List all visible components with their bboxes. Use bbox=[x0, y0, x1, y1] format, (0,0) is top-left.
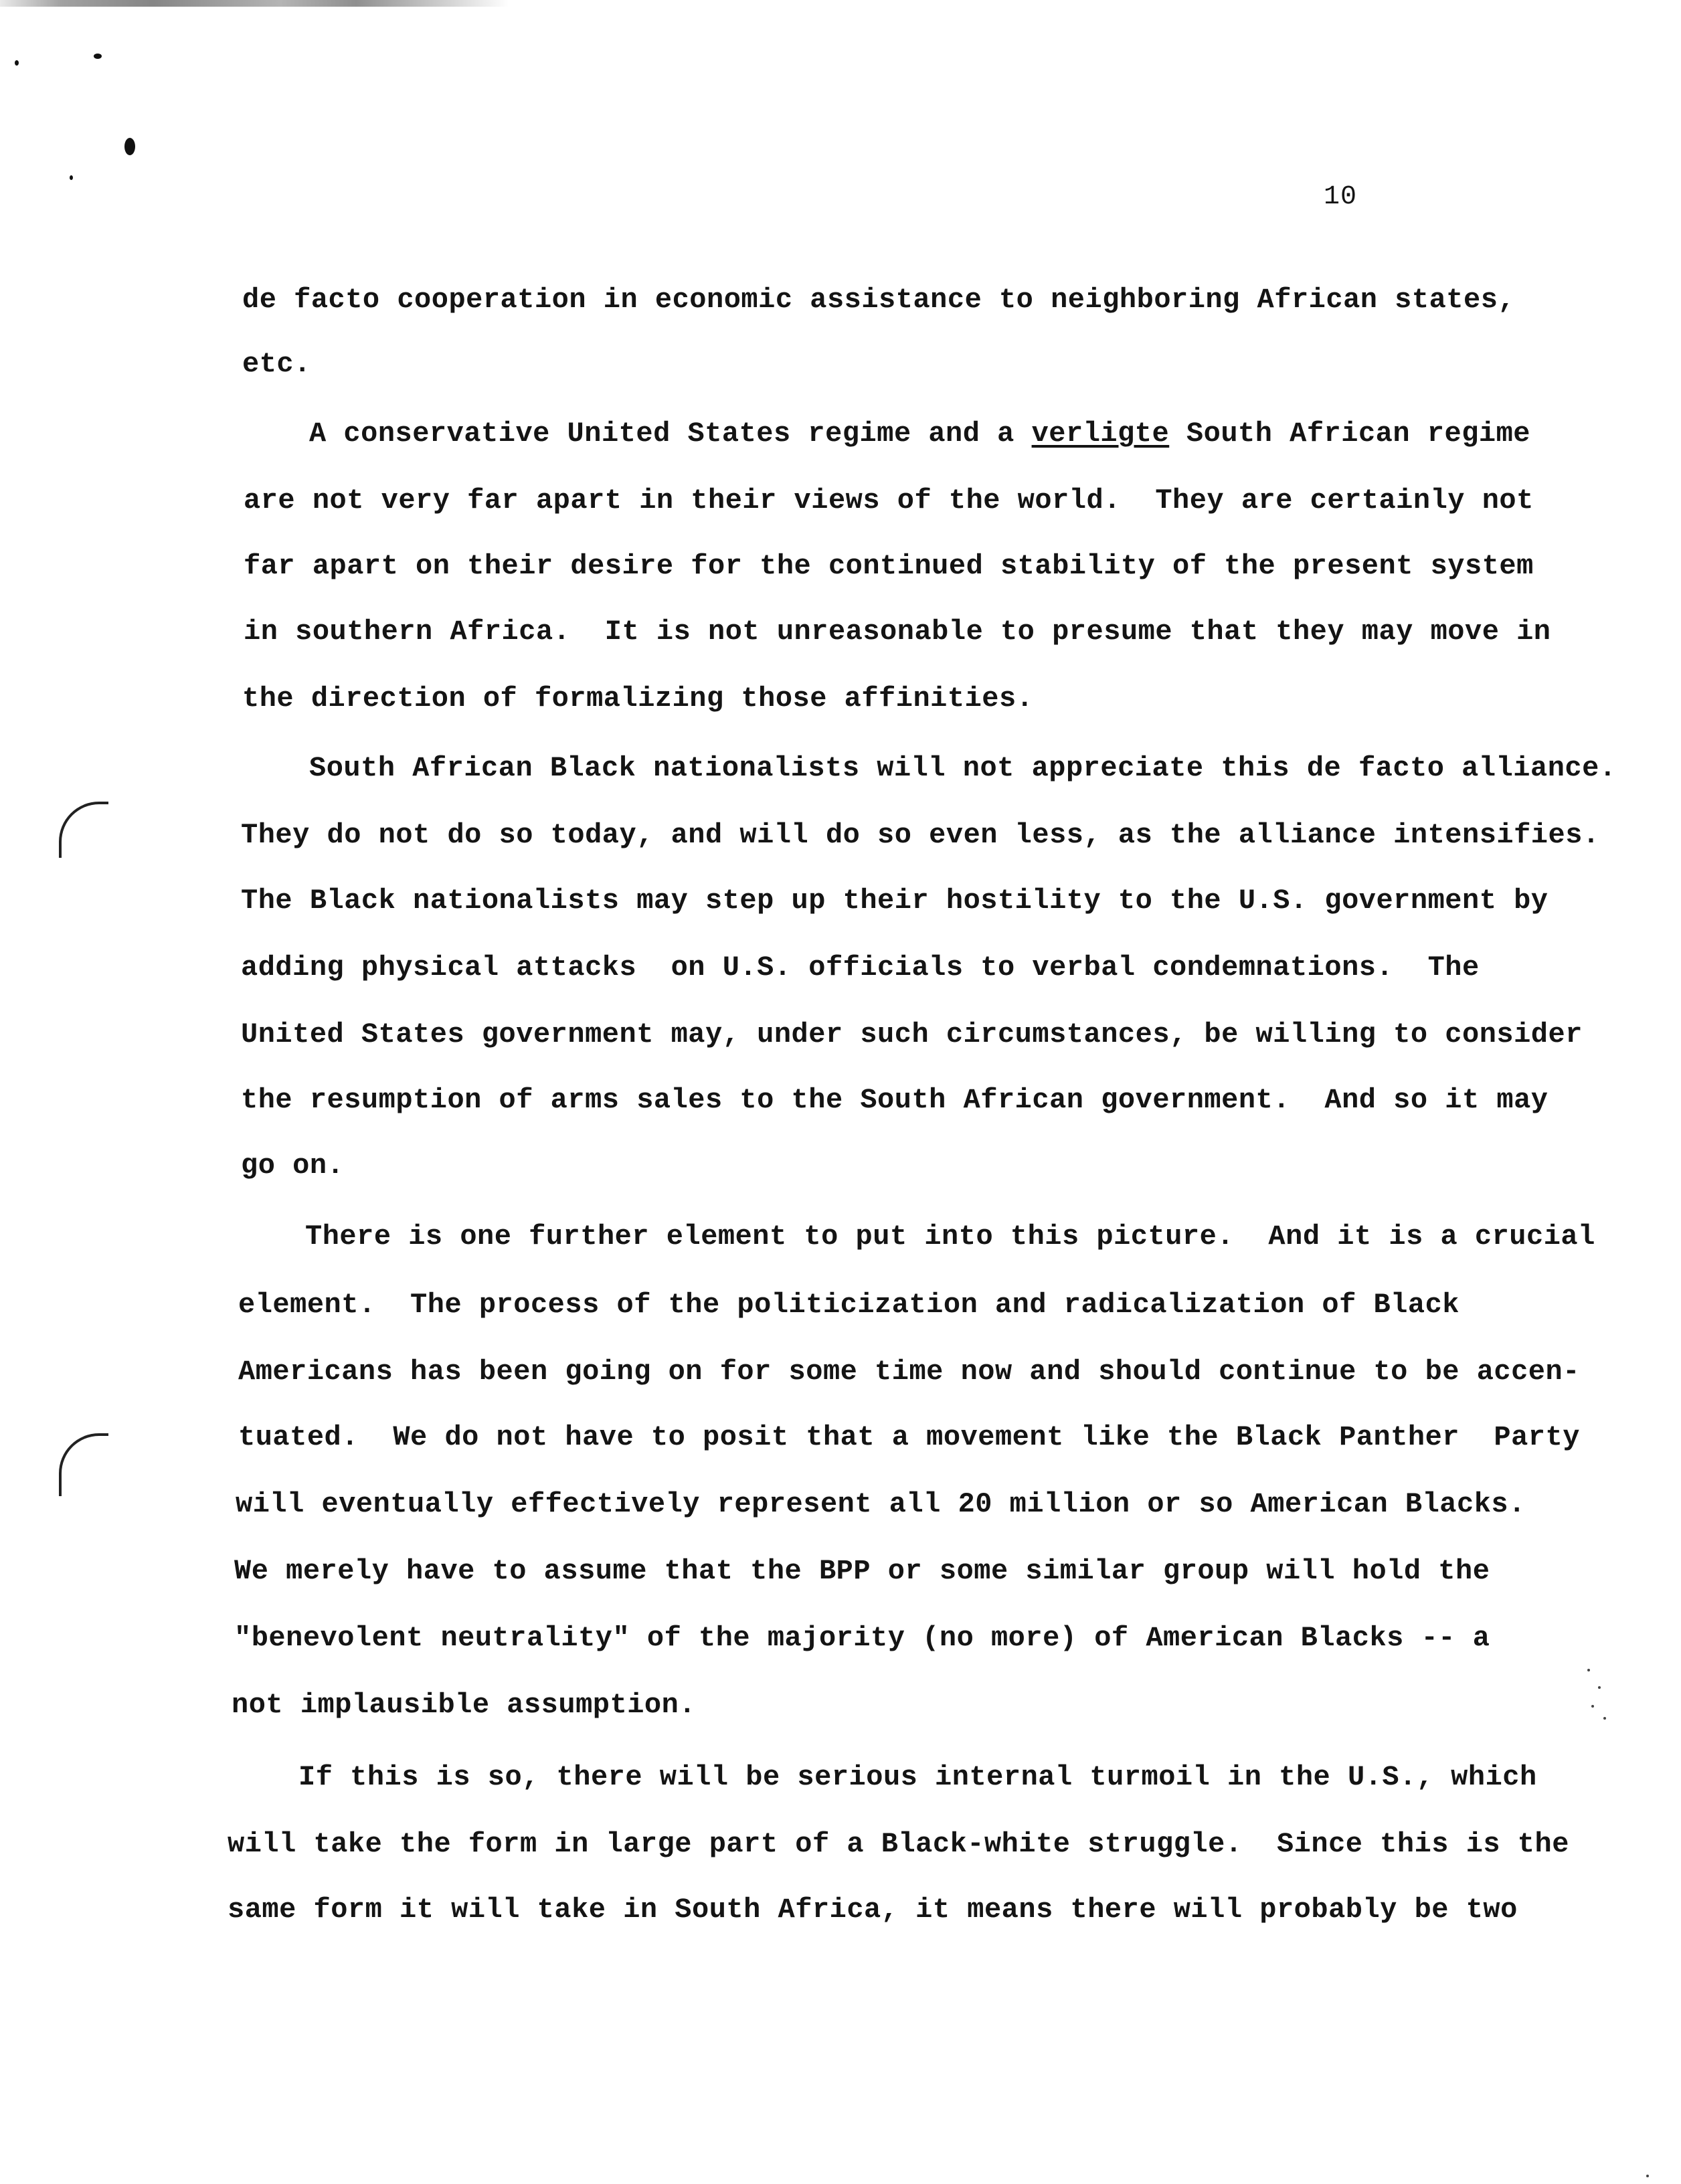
text-line: in southern Africa. It is not unreasonable to presume that they may move in bbox=[244, 616, 1551, 648]
text-line: They do not do so today, and will do so even less, as the alliance intensifies. bbox=[241, 819, 1600, 851]
text-line: tuated. We do not have to posit that a movement like the Black Panther Party bbox=[238, 1421, 1580, 1453]
scan-blot bbox=[70, 175, 73, 180]
text-line: If this is so, there will be serious internal turmoil in the U.S., which bbox=[298, 1761, 1537, 1793]
scan-speckle bbox=[1603, 1717, 1606, 1720]
line-end: South African regime bbox=[1169, 418, 1531, 450]
text-line: de facto cooperation in economic assistance to neighboring African states, bbox=[242, 284, 1516, 316]
text-line bbox=[309, 414, 1530, 454]
text-line: not implausible assumption. bbox=[232, 1689, 697, 1721]
text-line: etc. bbox=[242, 348, 311, 380]
scan-speckle bbox=[1646, 2175, 1649, 2177]
scan-punch-hole-arc bbox=[59, 1433, 108, 1496]
page-number: 10 bbox=[1324, 182, 1358, 212]
text-line: "benevolent neutrality" of the majority (no more) of American Blacks -- a bbox=[234, 1622, 1490, 1654]
scan-speckle bbox=[1587, 1669, 1590, 1671]
scan-edge-shadow bbox=[0, 0, 509, 7]
text-line: will take the form in large part of a Black-white struggle. Since this is the bbox=[228, 1828, 1569, 1860]
text-line: South African Black nationalists will not appreciate this de facto alliance. bbox=[309, 752, 1617, 784]
text-line: go on. bbox=[241, 1150, 345, 1182]
scan-blot bbox=[124, 138, 135, 155]
scan-blot bbox=[94, 54, 102, 59]
text-line: United States government may, under such circumstances, be willing to consider bbox=[241, 1018, 1583, 1051]
text-line: the direction of formalizing those affinities. bbox=[242, 682, 1034, 715]
text-line: There is one further element to put into this picture. And it is a crucial bbox=[305, 1220, 1595, 1253]
underlined-word: verligte bbox=[1031, 418, 1170, 450]
text-line: same form it will take in South Africa, it means there will probably be two bbox=[228, 1894, 1518, 1926]
scan-speckle bbox=[1591, 1705, 1594, 1708]
line-start: A conservative United States regime and a bbox=[309, 418, 1032, 450]
scan-blot bbox=[15, 60, 19, 66]
text-line: the resumption of arms sales to the South African government. And so it may bbox=[241, 1084, 1549, 1116]
text-line: The Black nationalists may step up their hostility to the U.S. government by bbox=[241, 885, 1549, 917]
text-line: We merely have to assume that the BPP or some similar group will hold the bbox=[234, 1555, 1490, 1587]
scan-punch-hole-arc bbox=[59, 802, 108, 858]
text-line: Americans has been going on for some time now and should continue to be accen- bbox=[238, 1356, 1580, 1388]
text-line: are not very far apart in their views of the world. They are certainly not bbox=[244, 484, 1534, 517]
text-line: element. The process of the politicization and radicalization of Black bbox=[238, 1289, 1459, 1321]
text-line: adding physical attacks on U.S. officials to verbal condemnations. The bbox=[241, 951, 1480, 984]
text-line: will eventually effectively represent all 20 million or so American Blacks. bbox=[236, 1488, 1526, 1520]
scan-speckle bbox=[1598, 1686, 1601, 1689]
text-line: far apart on their desire for the continued stability of the present system bbox=[244, 550, 1534, 582]
